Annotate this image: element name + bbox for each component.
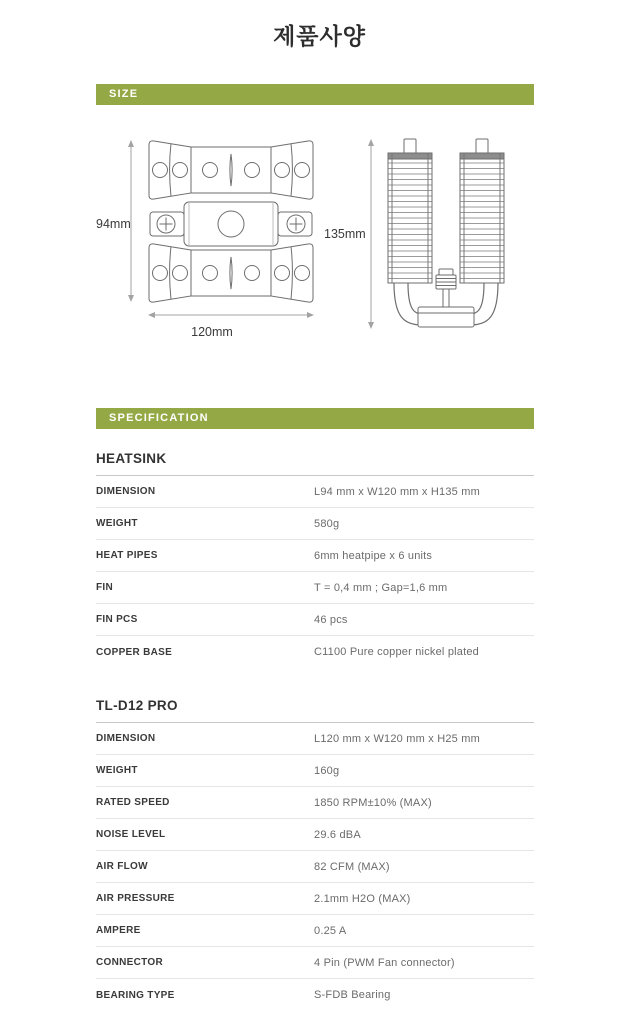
width-dimension-line <box>148 312 314 318</box>
spec-label: BEARING TYPE <box>96 989 175 1001</box>
group-title: HEATSINK <box>96 451 167 466</box>
spec-label: CONNECTOR <box>96 957 163 968</box>
spec-label: DIMENSION <box>96 486 156 497</box>
spec-label: AIR PRESSURE <box>96 893 175 904</box>
spec-value: 2.1mm H2O (MAX) <box>314 892 411 905</box>
spec-label: FIN <box>96 582 114 593</box>
spec-value: T = 0,4 mm ; Gap=1,6 mm <box>314 581 448 594</box>
spec-label: AIR FLOW <box>96 861 148 872</box>
spec-value: 82 CFM (MAX) <box>314 860 390 873</box>
spec-value: S-FDB Bearing <box>314 989 391 1001</box>
spec-value: 46 pcs <box>314 613 348 626</box>
side-view-height-label: 135mm <box>324 227 366 241</box>
spec-value: 160g <box>314 764 340 777</box>
spec-value: 0.25 A <box>314 924 347 937</box>
spec-group-fan <box>96 698 534 1011</box>
spec-label: WEIGHT <box>96 765 138 776</box>
spec-label: HEAT PIPES <box>96 550 158 561</box>
table-row <box>96 819 534 851</box>
heatsink-side-view-drawing <box>324 131 520 341</box>
height-dimension-line <box>368 139 374 329</box>
group-title: TL-D12 PRO <box>96 698 178 713</box>
spec-value: 29.6 dBA <box>314 828 361 841</box>
top-view-width-label: 120mm <box>191 325 233 339</box>
table-row <box>96 883 534 915</box>
heatsink-base-top <box>150 202 312 246</box>
spec-value: 1850 RPM±10% (MAX) <box>314 796 432 809</box>
spec-label: FIN PCS <box>96 614 138 625</box>
size-section-header <box>96 84 534 105</box>
spec-label: COPPER BASE <box>96 646 173 658</box>
spec-label: WEIGHT <box>96 518 138 529</box>
table-row <box>96 915 534 947</box>
size-section-label: SIZE <box>109 88 139 100</box>
table-row <box>96 787 534 819</box>
table-row <box>96 540 534 572</box>
table-row <box>96 979 534 1011</box>
spec-label: AMPERE <box>96 925 141 936</box>
spring-screw-icon <box>436 269 456 289</box>
spec-value: 580g <box>314 517 340 530</box>
table-row <box>96 723 534 755</box>
top-view-height-label: 94mm <box>96 217 131 231</box>
spec-value: 6mm heatpipe x 6 units <box>314 549 433 562</box>
spec-value: L120 mm x W120 mm x H25 mm <box>314 732 480 745</box>
spec-value: L94 mm x W120 mm x H135 mm <box>314 485 480 498</box>
screw-icon <box>157 215 175 233</box>
fin-towers <box>388 139 504 283</box>
page-title: 제품사양 <box>273 23 366 49</box>
spec-label: RATED SPEED <box>96 797 170 808</box>
fin-row-top <box>149 141 313 199</box>
table-row <box>96 572 534 604</box>
specification-section-label: SPECIFICATION <box>109 412 209 424</box>
table-row <box>96 636 534 668</box>
table-row <box>96 604 534 636</box>
table-row <box>96 851 534 883</box>
table-row <box>96 508 534 540</box>
table-row <box>96 947 534 979</box>
specification-section <box>96 408 534 1011</box>
spec-value: C1100 Pure copper nickel plated <box>314 646 479 658</box>
size-diagrams <box>96 131 534 343</box>
spec-value: 4 Pin (PWM Fan connector) <box>314 956 455 969</box>
content-column <box>96 84 534 1011</box>
specification-section-header <box>96 408 534 429</box>
spec-group-heatsink <box>96 451 534 668</box>
table-row <box>96 755 534 787</box>
spec-label: DIMENSION <box>96 733 156 744</box>
heatsink-top-view-drawing <box>96 131 324 341</box>
screw-icon <box>287 215 305 233</box>
table-row <box>96 476 534 508</box>
fin-row-bottom <box>149 244 313 302</box>
spec-label: NOISE LEVEL <box>96 829 166 840</box>
